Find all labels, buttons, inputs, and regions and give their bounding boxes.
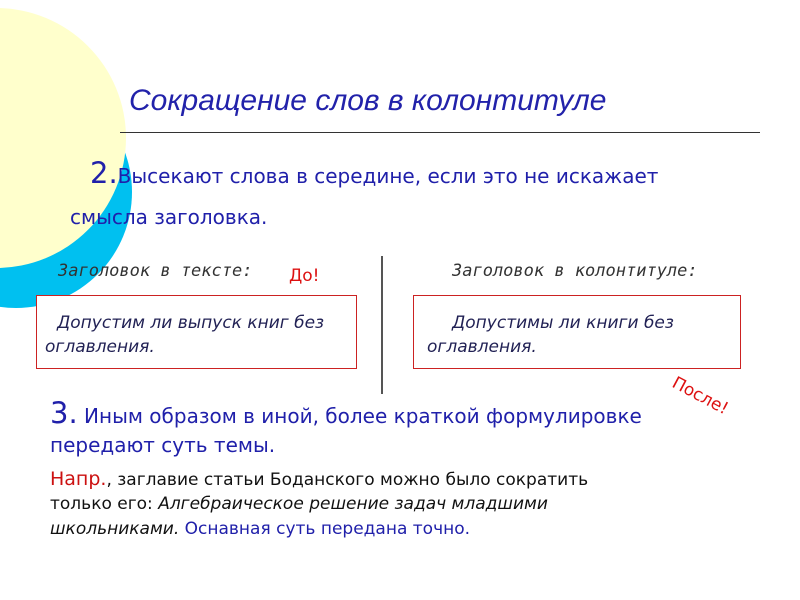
point-3-line-2: передают суть темы. (50, 433, 276, 457)
caption-in-text: Заголовок в тексте: (58, 261, 253, 281)
example-line-3-italic: школьниками. (50, 519, 180, 539)
example-box-after (413, 295, 741, 369)
example-label: Напр. (50, 468, 107, 490)
title-underline (120, 132, 760, 133)
point-3-text: Иным образом в иной, более краткой формулировке (84, 404, 642, 428)
slide-title: Сокращение слов в колонтитуле (129, 84, 607, 117)
caption-in-header: Заголовок в колонтитуле: (452, 261, 698, 281)
box-after-line-1: Допустимы ли книги без (452, 313, 674, 333)
point-2-text: Высекают слова в середине, если это не искажает (117, 164, 659, 188)
point-2-number: 2. (90, 156, 118, 190)
before-mark: До! (289, 266, 320, 286)
point-3-line-1 (50, 396, 642, 430)
box-before-line-1: Допустим ли выпуск книг без (57, 313, 325, 333)
vertical-divider (381, 256, 383, 394)
point-2-line-2: смысла заголовка. (70, 205, 268, 229)
point-3-number: 3. (50, 396, 78, 430)
point-2-line-1 (90, 156, 658, 190)
example-line-2 (50, 494, 548, 514)
box-before-line-2: оглавления. (45, 337, 155, 357)
example-line-1 (50, 468, 588, 490)
example-line-1-text: , заглавие статьи Боданского можно было сократить (106, 470, 589, 490)
example-box-before (36, 295, 357, 369)
example-line-3 (50, 519, 470, 539)
example-line-2-prefix: только его: (50, 494, 159, 514)
example-conclusion: Оснавная суть передана точно. (179, 519, 471, 539)
example-line-2-italic: Алгебраическое решение задач младшими (158, 494, 548, 514)
after-mark: После! (668, 373, 732, 420)
box-after-line-2: оглавления. (427, 337, 537, 357)
